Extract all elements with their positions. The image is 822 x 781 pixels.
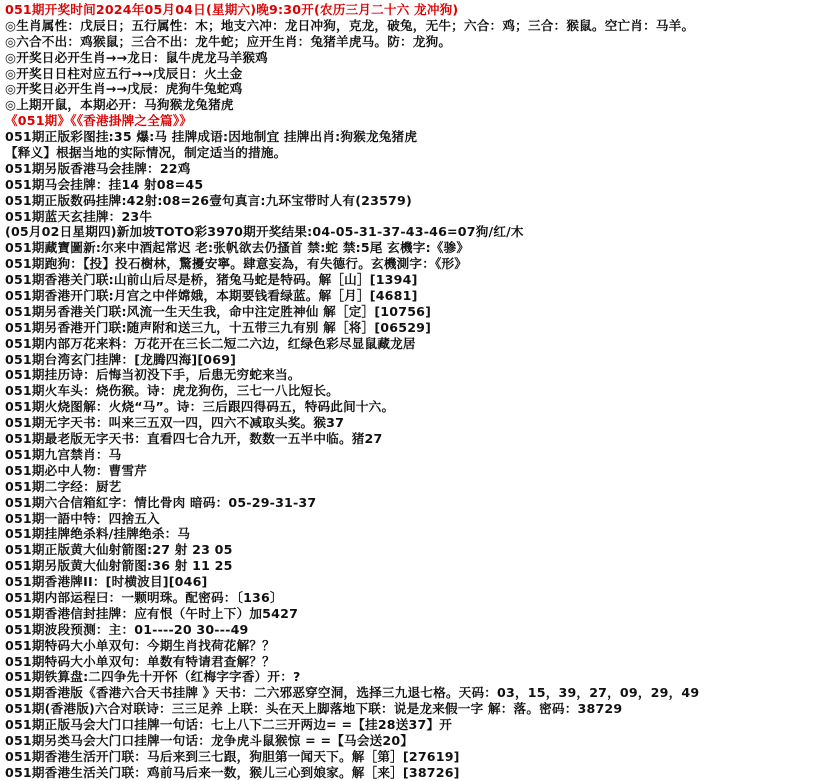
doc-line: 051期蓝天玄挂牌：23牛 bbox=[5, 208, 153, 224]
doc-line: 051期正版马会大门口挂牌一句话：七上八下二三开两边= =【挂28送37】开 bbox=[5, 717, 453, 733]
doc-line: 051期马会挂牌：挂14 射08=45 bbox=[5, 176, 204, 192]
doc-line: 051期另版黄大仙射箭图:36 射 11 25 bbox=[5, 558, 233, 574]
doc-line: 051期另类马会大门口挂牌一句话：龙争虎斗鼠猴惊 = =【马会送20】 bbox=[5, 732, 414, 748]
doc-line: 051期挂牌绝杀料/挂牌绝杀：马 bbox=[5, 526, 191, 542]
doc-line: 051期藏寶圖新:尔来中酒起常迟 老:张帆欲去仍搔首 禁:蛇 禁:5尾 玄機字:《骖》 bbox=[5, 240, 470, 256]
doc-line: 051期火烧图解：火烧“马”。诗：三后跟四得码五，特码此间十六。 bbox=[5, 399, 395, 415]
doc-line: 051期香港版《香港六合天书挂牌 》天书：二六邪恶穿空洞，选择三九退七格。天码：03，15，39，27，09，29，49 bbox=[5, 685, 700, 701]
doc-line: 051期香港生活关门联：鸡前马后来一数，猴儿三心到娘家。解［来］[38726] bbox=[5, 764, 460, 780]
doc-line: (05月02日星期四)新加坡TOTO彩3970期开奖结果:04-05-31-37-43-46=07狗/红/木 bbox=[5, 224, 524, 240]
doc-line: 051期最老版无字天书：直看四七合九开，数数一五半中临。猪27 bbox=[5, 431, 383, 447]
doc-line: 051期香港信封挂牌：应有恨（午时上下）加5427 bbox=[5, 605, 299, 621]
doc-line: ◎六合不出：鸡猴鼠；三合不出：龙牛蛇；应开生肖：兔猪羊虎马。防：龙狗。 bbox=[5, 33, 452, 49]
doc-line: ◎生肖属性：戊辰日；五行属性：木；地支六冲：龙日冲狗，克龙，破兔，无牛；六合：鸡；三合：猴鼠。空亡肖：马羊。 bbox=[5, 17, 695, 33]
doc-line: 051期波段预测：主：01----20 30---49 bbox=[5, 621, 249, 637]
doc-line: 051期特码大小单双句：今期生肖找荷花解？？ bbox=[5, 637, 275, 653]
doc-line: 051期内部万花来料：万花开在三长二短二六边，红绿色彩尽显鼠藏龙居 bbox=[5, 335, 416, 351]
doc-line: 《051期》《《香港掛牌之全篇》》 bbox=[5, 113, 193, 129]
doc-line: 051期香港开门联:月宫之中伴嫦娥，本期要钱看绿蓝。解［月］[4681] bbox=[5, 288, 418, 304]
doc-line: 051期开奖时间2024年05月04日(星期六)晚9:30开(农历三月二十六 龙冲狗) bbox=[5, 2, 459, 17]
doc-line: 051期香港牌II：[时横波目][046] bbox=[5, 574, 208, 590]
doc-line: ◎开奖日必开生肖→→戊辰：虎狗牛兔蛇鸡 bbox=[5, 81, 243, 97]
doc-line: 051期无字天书：叫来三五双一四，四六不减取头奖。猴37 bbox=[5, 415, 345, 431]
doc-line: 051期正版彩图挂:35 爆:马 挂牌成语:因地制宜 挂牌出肖:狗猴龙兔猪虎 bbox=[5, 129, 418, 145]
doc-line: ◎开奖日必开生肖→→龙日：鼠牛虎龙马羊猴鸡 bbox=[5, 49, 268, 65]
doc-line: 051期香港生活开门联：马后来到三七跟，狗胆第一闻天下。解［第］[27619] bbox=[5, 748, 460, 764]
doc-line: 051期必中人物：曹雪芹 bbox=[5, 462, 148, 478]
doc-line: 051期挂历诗：后悔当初没下手，后患无穷蛇来当。 bbox=[5, 367, 301, 383]
doc-line: 051期正版黄大仙射箭图:27 射 23 05 bbox=[5, 542, 233, 558]
doc-line: 051期六合信箱紅字：情比骨肉 暗码：05-29-31-37 bbox=[5, 494, 317, 510]
doc-line: 【释义】根据当地的实际情况，制定适当的措施。 bbox=[5, 145, 287, 161]
doc-line: 051期跑狗：【投】投石樹林，驚擾安寧。肆意妄為，有失德行。玄機測字：《形》 bbox=[5, 256, 468, 272]
doc-line: 051期台湾玄门挂牌：[龙腾四海][069] bbox=[5, 351, 237, 367]
doc-line: 051期内部运程曰：一颗明珠。配密码：〔136〕 bbox=[5, 589, 283, 605]
doc-line: 051期特码大小单双句：单数有特请君查解？？ bbox=[5, 653, 275, 669]
doc-line: 051期一語中特：四捨五入 bbox=[5, 510, 160, 526]
doc-line: 051期香港关门联:山前山后尽是桥，猪兔马蛇是特码。解［山］[1394] bbox=[5, 272, 418, 288]
text-lines bbox=[5, 2, 820, 781]
doc-line: 051期九宫禁肖：马 bbox=[5, 446, 122, 462]
doc-line: 051期正版数码挂牌:42射:08=26壹句真言:九环宝带时人有(23579) bbox=[5, 192, 412, 208]
doc-line: 051期火车头：烧伤猴。诗：虎龙狗伤，三七一八比短长。 bbox=[5, 383, 339, 399]
doc-line: 051期二字经：厨艺 bbox=[5, 478, 122, 494]
doc-line: 051期另香港关门联:风流一生天生我，命中注定胜神仙 解［定］[10756] bbox=[5, 303, 432, 319]
doc-line: 051期另版香港马会挂牌：22鸡 bbox=[5, 160, 191, 176]
doc-line: 051期铁算盘:二四争先十开怀（红梅字字香）开：? bbox=[5, 669, 301, 685]
doc-line: ◎上期开鼠，本期必开：马狗猴龙兔猪虎 bbox=[5, 97, 234, 113]
doc-line: ◎开奖日日柱对应五行→→戊辰日：火土金 bbox=[5, 65, 243, 81]
doc-line: 051期(香港版)六合对联诗：三三足养 上联：头在天上脚落地下联：说是龙来假一字 解：落。密码：38729 bbox=[5, 701, 623, 717]
doc-line: 051期另香港开门联:随声附和送三九，十五带三九有别 解［将］[06529] bbox=[5, 319, 432, 335]
